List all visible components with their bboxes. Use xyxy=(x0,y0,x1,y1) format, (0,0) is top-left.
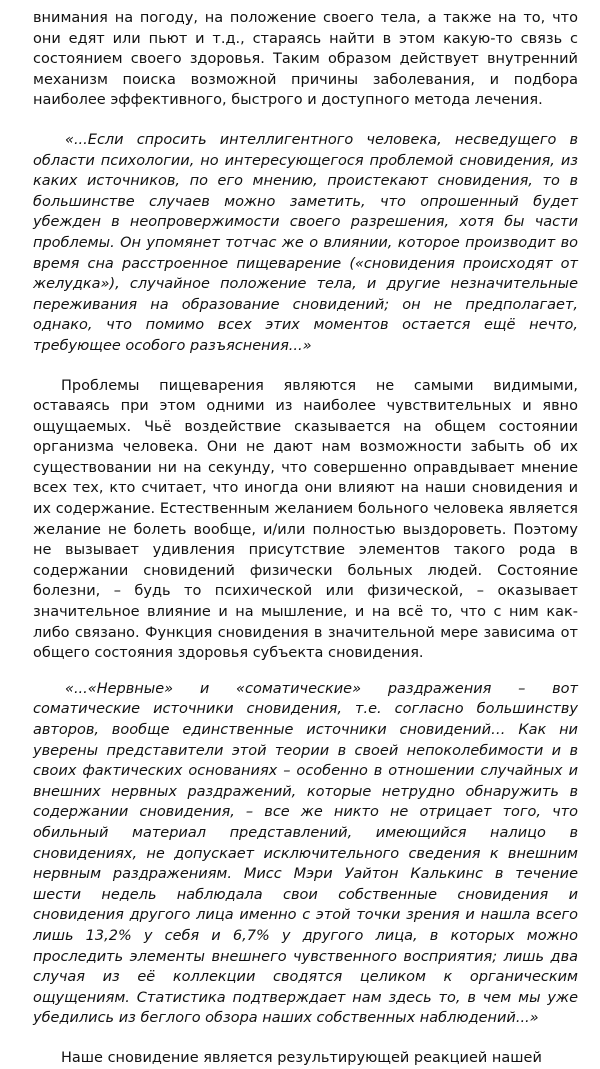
block-quote-freud-1: «...Если спросить интеллигентного человека, несведущего в области психологии, но интересующегося проблемой сновидения, из каких источников, по его мнению, проистекают сновидения, то в большинстве случаев можно заметить, что опрошенный будет убежден в неопровержимости своего разрешения, хотя бы части проблемы. Он упомянет тотчас же о влиянии, которое производит во время сна расстроенное пищеварение («сновидения происходят от желудка»), случайное положение тела, и другие незначительные переживания на образование сновидений; он не предполагает, однако, что помимо всех этих моментов остается ещё нечто, требующее особого разъяснения...» xyxy=(33,131,578,354)
block-quote-freud-2: «...«Нервные» и «соматические» раздражения – вот соматические источники сновидения, т.е. согласно большинству авторов, вообще единственные источники сновидений… Как ни уверены представители этой теории в своей непоколебимости и в своих фактических основаниях – особенно в отношении случайных и внешних нервных раздражений, которые нетрудно обнаружить в содержании сновидения, – все же никто не отрицает того, что обильный материал представлений, имеющийся налицо в сновидениях, не допускает исключительного сведения к внешним нервным раздражениям. Мисс Мэри Уайтон Калькинс в течение шести недель наблюдала свои собственные сновидения и сновидения другого лица именно с этой точки зрения и нашла всего лишь 13,2% у себя и 6,7% у другого лица, в которых можно проследить элементы внешнего чувственного восприятия; лишь два случая из её коллекции сводятся целиком к органическим ощущениям. Статистика подтверждает нам здесь то, в чем мы уже убедились из беглого обзора наших собственных наблюдений...» xyxy=(33,680,578,1027)
paragraph-digestion: Проблемы пищеварения являются не самыми видимыми, оставаясь при этом одними из наиболее чувствительных и явно ощущаемых. Чьё воздействие сказывается на общем состоянии организма человека. Они не дают нам возможности забыть об их существовании ни на секунду, что совершенно оправдывает мнение всех тех, кто считает, что иногда они влияют на наши сновидения и их содержание. Естественным желанием больного человека является желание не болеть вообще, и/или полностью выздороветь. Поэтому не вызывает удивления присутствие элементов такого рода в содержании сновидений физически больных людей. Состояние болезни, – будь то психической или физической, – оказывает значительное влияние и на мышление, и на всё то, что с ним как-либо связано. Функция сновидения в значительной мере зависима от общего состояния здоровья субъекта сновидения. xyxy=(33,377,578,662)
paragraph-continuation: внимания на погоду, на положение своего тела, а также на то, что они едят или пьют и т.д., стараясь найти в этом какую-то связь с состоянием своего здоровья. Таким образом действует внутренний механизм поиска возможной причины заболевания, и подбора наиболее эффективного, быстрого и доступного метода лечения. xyxy=(33,10,578,109)
paragraph-last-line: Наше сновидение является результирующей реакцией нашей xyxy=(61,1049,542,1066)
